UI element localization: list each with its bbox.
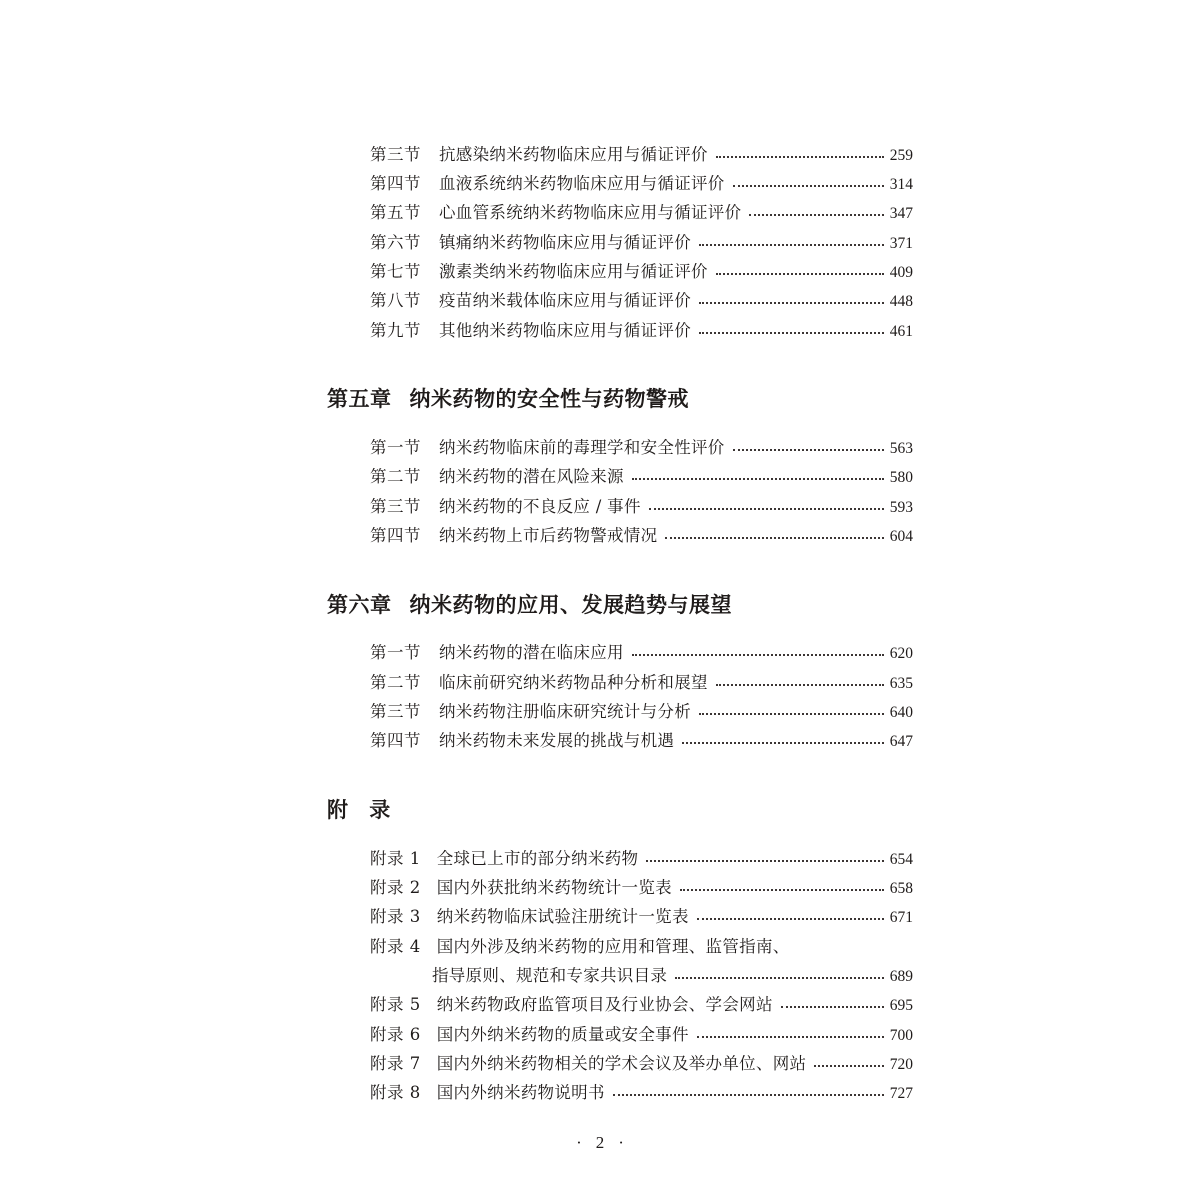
toc-row[interactable] (370, 142, 913, 168)
appendix-title: 国内外纳米药物说明书 (436, 1083, 605, 1102)
appendix-title: 国内外纳米药物的质量或安全事件 (436, 1025, 689, 1044)
page-number: 314 (889, 176, 913, 193)
section-title: 激素类纳米药物临床应用与循证评价 (439, 262, 708, 281)
appendix-number: 附录 1 (370, 849, 421, 868)
section-number: 第七节 (370, 262, 421, 281)
toc-row[interactable] (370, 904, 913, 930)
section-title: 纳米药物的潜在临床应用 (439, 643, 624, 662)
section-number: 第八节 (370, 291, 421, 310)
toc-row[interactable] (370, 1051, 913, 1077)
section-number: 第三节 (370, 145, 421, 164)
toc-row[interactable] (370, 171, 913, 197)
page-number: 647 (889, 733, 913, 750)
chapter-title: 纳米药物的安全性与药物警戒 (409, 387, 689, 411)
section-number: 第三节 (370, 702, 421, 721)
dot-leader (716, 684, 884, 686)
toc-row[interactable] (370, 230, 913, 256)
section-number: 第一节 (370, 438, 421, 457)
toc-row[interactable] (370, 200, 913, 226)
section-title: 纳米药物未来发展的挑战与机遇 (439, 731, 675, 750)
appendix-title-continuation: 指导原则、规范和专家共识目录 (432, 966, 668, 985)
toc-row[interactable] (370, 494, 913, 520)
section-title: 抗感染纳米药物临床应用与循证评价 (439, 145, 708, 164)
appendix-title: 纳米药物政府监管项目及行业协会、学会网站 (436, 995, 773, 1014)
chapter-heading[interactable] (327, 590, 732, 620)
chapter-number: 第六章 (327, 593, 392, 617)
page-number: 409 (889, 264, 913, 281)
page-number: 580 (889, 469, 913, 486)
section-title: 纳米药物的潜在风险来源 (439, 467, 624, 486)
footer-page-number: 2 (595, 1133, 605, 1152)
toc-row[interactable] (370, 670, 913, 696)
page-number: 689 (889, 968, 913, 985)
toc-row[interactable] (370, 699, 913, 725)
toc-row[interactable] (370, 523, 913, 549)
section-title: 纳米药物临床前的毒理学和安全性评价 (439, 438, 725, 457)
page-number: 604 (889, 528, 913, 545)
chapter-title: 纳米药物的应用、发展趋势与展望 (409, 593, 732, 617)
toc-row-continuation[interactable] (432, 963, 913, 989)
dot-leader (733, 185, 884, 187)
appendix-title: 国内外获批纳米药物统计一览表 (436, 878, 672, 897)
page-number: 700 (889, 1027, 913, 1044)
section-number: 第四节 (370, 731, 421, 750)
page-number: 727 (889, 1085, 913, 1102)
toc-row[interactable] (370, 992, 913, 1018)
appendix-number: 附录 3 (370, 907, 421, 926)
page-number: 658 (889, 880, 913, 897)
dot-leader (716, 156, 884, 158)
page-footer (0, 1130, 1200, 1156)
page-number: 593 (889, 499, 913, 516)
dot-leader (632, 478, 884, 480)
dot-leader (697, 918, 884, 920)
section-title: 镇痛纳米药物临床应用与循证评价 (439, 233, 691, 252)
page-number: 640 (889, 704, 913, 721)
appendix-number: 附录 5 (370, 995, 421, 1014)
appendix-title: 全球已上市的部分纳米药物 (436, 849, 639, 868)
section-title: 临床前研究纳米药物品种分析和展望 (439, 673, 708, 692)
toc-row[interactable] (370, 846, 913, 872)
page-number: 448 (889, 293, 913, 310)
appendix-title: 国内外涉及纳米药物的应用和管理、监管指南、 (436, 937, 790, 956)
toc-row[interactable] (370, 435, 913, 461)
page-number: 720 (889, 1056, 913, 1073)
page-number: 635 (889, 675, 913, 692)
appendix-number: 附录 8 (370, 1083, 421, 1102)
appendix-number: 附录 6 (370, 1025, 421, 1044)
section-number: 第四节 (370, 174, 421, 193)
appendix-title: 纳米药物临床试验注册统计一览表 (436, 907, 689, 926)
section-title: 纳米药物的不良反应 / 事件 (439, 497, 641, 516)
section-title: 纳米药物注册临床研究统计与分析 (439, 702, 691, 721)
appendix-number: 附录 4 (370, 937, 421, 956)
section-title: 疫苗纳米载体临床应用与循证评价 (439, 291, 691, 310)
section-title: 血液系统纳米药物临床应用与循证评价 (439, 174, 725, 193)
toc-row[interactable] (370, 259, 913, 285)
footer-ornament-left: · (576, 1133, 582, 1152)
appendix-heading[interactable] (327, 795, 390, 825)
dot-leader (716, 273, 884, 275)
dot-leader (649, 508, 884, 510)
page-number: 259 (889, 147, 913, 164)
dot-leader (699, 332, 884, 334)
dot-leader (699, 244, 884, 246)
dot-leader (699, 713, 884, 715)
dot-leader (733, 449, 884, 451)
dot-leader (749, 214, 883, 216)
page-number: 695 (889, 997, 913, 1014)
toc-row[interactable] (370, 728, 913, 754)
page-number: 461 (889, 323, 913, 340)
section-number: 第四节 (370, 526, 421, 545)
page-number: 654 (889, 851, 913, 868)
toc-row[interactable] (370, 1022, 913, 1048)
dot-leader (675, 977, 884, 979)
dot-leader (814, 1065, 883, 1067)
section-number: 第九节 (370, 321, 421, 340)
dot-leader (680, 889, 884, 891)
dot-leader (665, 537, 883, 539)
toc-row[interactable] (370, 318, 913, 344)
page-number: 347 (889, 205, 913, 222)
section-title: 其他纳米药物临床应用与循证评价 (439, 321, 691, 340)
toc-row[interactable] (370, 934, 913, 960)
section-number: 第六节 (370, 233, 421, 252)
page-number: 671 (889, 909, 913, 926)
section-number: 第二节 (370, 673, 421, 692)
dot-leader (697, 1036, 884, 1038)
page-number: 620 (889, 645, 913, 662)
dot-leader (646, 860, 883, 862)
section-number: 第三节 (370, 497, 421, 516)
section-title: 纳米药物上市后药物警戒情况 (439, 526, 658, 545)
section-number: 第五节 (370, 203, 421, 222)
appendix-number: 附录 7 (370, 1054, 421, 1073)
dot-leader (632, 654, 884, 656)
section-title: 心血管系统纳米药物临床应用与循证评价 (439, 203, 742, 222)
toc-row[interactable] (370, 640, 913, 666)
appendix-heading-text: 附 录 (327, 798, 391, 822)
appendix-title: 国内外纳米药物相关的学术会议及举办单位、网站 (436, 1054, 807, 1073)
toc-row[interactable] (370, 288, 913, 314)
section-number: 第二节 (370, 467, 421, 486)
chapter-number: 第五章 (327, 387, 392, 411)
page-number: 563 (889, 440, 913, 457)
dot-leader (781, 1006, 884, 1008)
toc-row[interactable] (370, 875, 913, 901)
dot-leader (613, 1094, 884, 1096)
dot-leader (682, 742, 884, 744)
footer-ornament-right: · (618, 1133, 624, 1152)
section-number: 第一节 (370, 643, 421, 662)
page-number: 371 (889, 235, 913, 252)
chapter-heading[interactable] (327, 384, 689, 414)
toc-row[interactable] (370, 464, 913, 490)
dot-leader (699, 302, 884, 304)
toc-row[interactable] (370, 1080, 913, 1106)
appendix-number: 附录 2 (370, 878, 421, 897)
